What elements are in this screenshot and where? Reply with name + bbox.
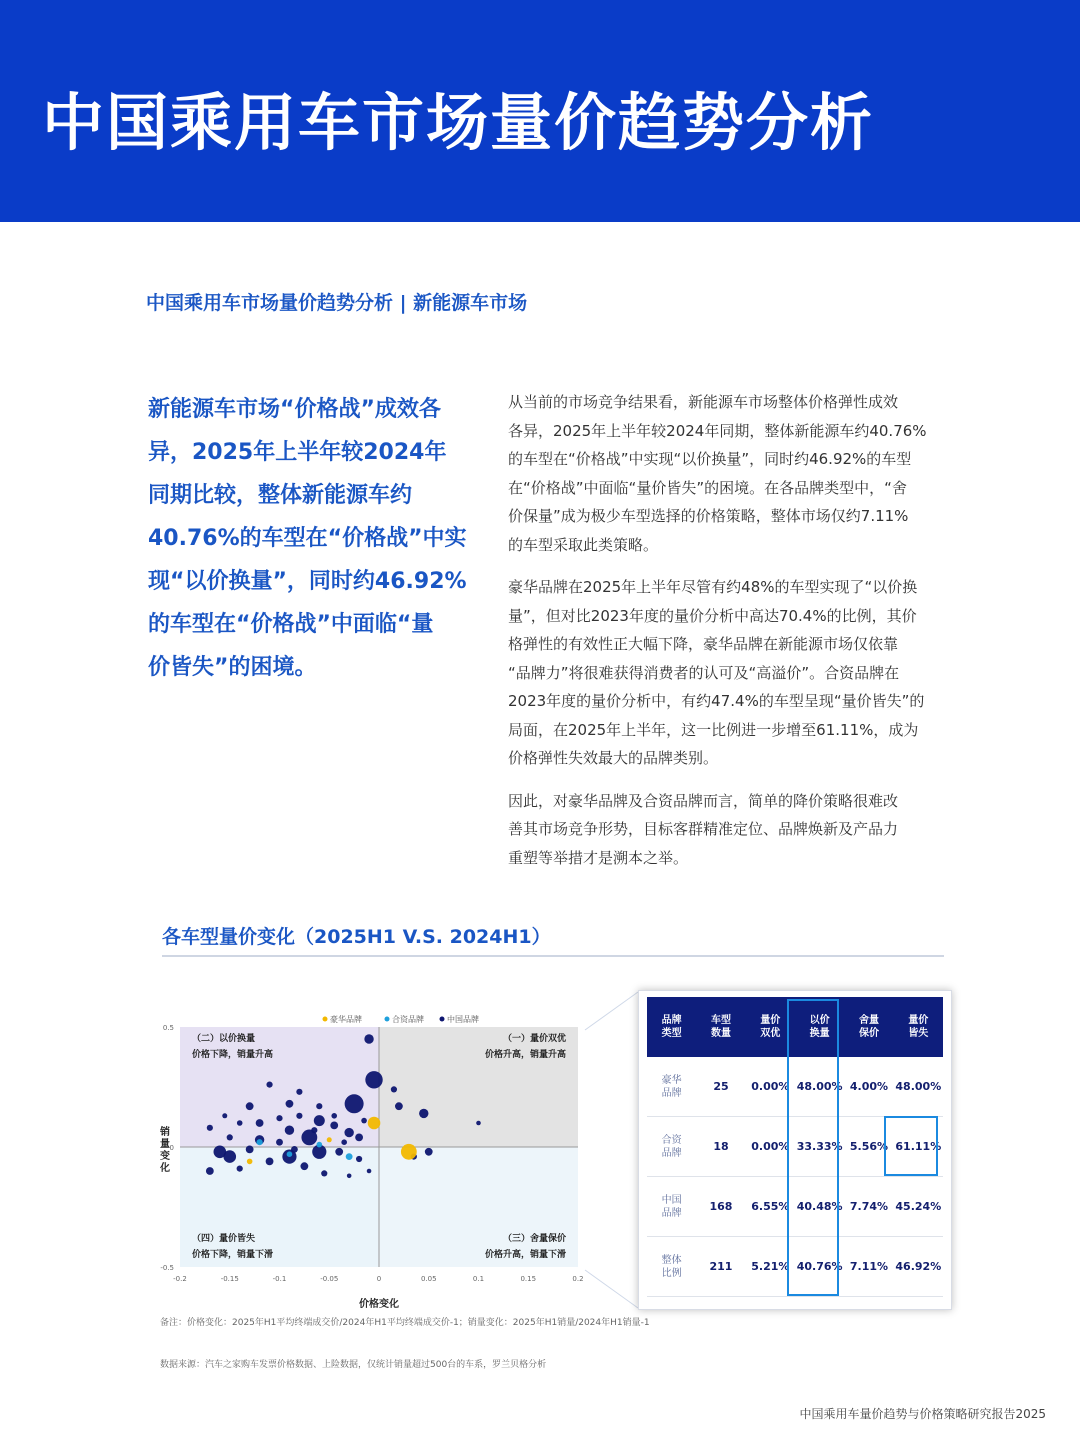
data-point <box>285 1126 294 1135</box>
quadrant-desc: 价格下降，销量下滑 <box>192 1250 274 1260</box>
data-point <box>368 1117 381 1130</box>
data-point <box>330 1122 338 1130</box>
table-cell: 48.00% <box>894 1057 943 1117</box>
table-header-row <box>647 997 943 1057</box>
data-point <box>345 1094 364 1113</box>
data-point <box>296 1113 302 1119</box>
x-tick-label: -0.15 <box>220 1275 239 1283</box>
divider <box>162 955 944 957</box>
quadrant-4-bg <box>180 1147 379 1267</box>
body-line: 2023年度的量价分析中，有约47.4%的车型呈现“量价皆失”的 <box>508 692 925 710</box>
body-paragraph <box>508 388 928 559</box>
data-point <box>311 1127 317 1133</box>
legend-label: 豪华品牌 <box>330 1015 362 1024</box>
table-cell: 40.48% <box>795 1177 844 1237</box>
table-cell: 25 <box>696 1057 745 1117</box>
data-point <box>246 1102 254 1110</box>
data-point <box>237 1166 243 1172</box>
data-point <box>355 1134 363 1142</box>
data-point <box>335 1148 343 1156</box>
quadrant-title: （一）量价双优 <box>502 1034 566 1044</box>
legend-marker <box>440 1017 445 1022</box>
quadrant-desc: 价格升高，销量升高 <box>484 1050 566 1060</box>
table-cell: 61.11% <box>894 1117 943 1177</box>
data-point <box>365 1071 382 1088</box>
quadrant-desc: 价格下降，销量升高 <box>192 1050 274 1060</box>
x-tick-label: -0.05 <box>320 1275 339 1283</box>
data-point <box>364 1034 373 1043</box>
table-cell: 48.00% <box>795 1057 844 1117</box>
body-line: 在“价格战”中面临“量价皆失”的困境。在各品牌类型中，“舍 <box>508 478 907 497</box>
data-point <box>214 1146 227 1159</box>
body-paragraph <box>508 573 928 773</box>
data-point <box>256 1119 264 1127</box>
quadrant-desc: 价格升高，销量下滑 <box>484 1250 566 1260</box>
highlight-line: 40.76%的车型在“价格战”中实 <box>148 526 467 551</box>
table-cell: 7.74% <box>844 1177 893 1237</box>
body-line: 价保量”成为极少车型选择的价格策略，整体市场仅约7.11% <box>508 507 909 525</box>
table-header-cell: 品牌 类型 <box>647 997 696 1057</box>
y-tick-label: 0.5 <box>162 1024 174 1032</box>
table-cell: 168 <box>696 1177 745 1237</box>
scatter-chart <box>150 1005 600 1310</box>
data-point <box>237 1120 243 1126</box>
x-tick-label: 0.1 <box>472 1275 485 1283</box>
data-point <box>207 1125 213 1131</box>
body-paragraph <box>508 787 928 873</box>
y-tick-label: -0.5 <box>160 1264 174 1272</box>
summary-table-card <box>638 990 952 1310</box>
title-banner <box>0 0 1080 222</box>
y-axis-label-char: 化 <box>160 1163 170 1174</box>
data-point <box>296 1089 302 1095</box>
data-point <box>425 1148 433 1156</box>
table-cell: 211 <box>696 1237 745 1297</box>
data-point <box>476 1121 481 1126</box>
highlight-summary <box>148 388 468 689</box>
table-cell: 6.55% <box>746 1177 795 1237</box>
data-source: 数据来源：汽车之家购车发票价格数据、上险数据，仅统计销量超过500台的车系，罗兰贝格分析 <box>160 1360 547 1370</box>
data-point <box>257 1139 263 1145</box>
data-point <box>206 1167 214 1175</box>
body-line: “品牌力”将很难获得消费者的认可及“高溢价”。合资品牌在 <box>508 663 900 682</box>
data-point <box>344 1128 353 1137</box>
table-row <box>647 1117 943 1177</box>
data-point <box>300 1162 308 1170</box>
body-line: 从当前的市场竞争结果看，新能源车市场整体价格弹性成效 <box>508 393 899 411</box>
table-row <box>647 1057 943 1117</box>
data-point <box>391 1086 397 1092</box>
x-tick-label: 0.05 <box>420 1275 437 1283</box>
highlight-line: 价皆失”的困境。 <box>148 655 317 680</box>
data-point <box>356 1156 362 1162</box>
highlight-line: 的车型在“价格战”中面临“量 <box>148 612 434 637</box>
table-header-cell: 舍量 保价 <box>844 997 893 1057</box>
legend-label: 合资品牌 <box>392 1015 424 1024</box>
highlight-line: 同期比较，整体新能源车约 <box>148 483 413 508</box>
data-point <box>286 1100 294 1108</box>
data-point <box>361 1118 367 1124</box>
table-cell: 4.00% <box>844 1057 893 1117</box>
table-header-cell: 以价 换量 <box>795 997 844 1057</box>
y-axis-label-char: 量 <box>160 1139 170 1150</box>
data-point <box>317 1142 323 1148</box>
summary-table <box>647 997 943 1297</box>
y-axis-label-char: 销 <box>160 1127 170 1138</box>
legend-marker <box>385 1017 390 1022</box>
body-line: 各异，2025年上半年较2024年同期，整体新能源车约40.76% <box>508 421 927 440</box>
data-point <box>395 1102 403 1110</box>
body-line: 的车型在“价格战”中实现“以价换量”，同时约46.92%的车型 <box>508 450 912 468</box>
table-cell: 5.56% <box>844 1117 893 1177</box>
row-header-cell: 中国 品牌 <box>647 1177 696 1237</box>
table-cell: 40.76% <box>795 1237 844 1297</box>
body-line: 量”，但对比2023年度的量价分析中高达70.4%的比例，其价 <box>508 606 917 625</box>
data-point <box>401 1144 417 1160</box>
table-cell: 5.21% <box>746 1237 795 1297</box>
table-cell: 33.33% <box>795 1117 844 1177</box>
chart-note: 备注：价格变化：2025年H1平均终端成交价/2024年H1平均终端成交价-1；销量变化：2025年H1销量/2024年H1销量-1 <box>160 1318 650 1328</box>
y-axis-label-char: 变 <box>160 1151 170 1162</box>
table-header-cell: 量价 皆失 <box>894 997 943 1057</box>
table-row <box>647 1237 943 1297</box>
data-point <box>321 1170 327 1176</box>
table-cell: 0.00% <box>746 1057 795 1117</box>
table-cell: 45.24% <box>894 1177 943 1237</box>
table-cell: 0.00% <box>746 1117 795 1177</box>
table-cell: 18 <box>696 1117 745 1177</box>
data-point <box>314 1115 325 1126</box>
body-line: 格弹性的有效性正大幅下降，豪华品牌在新能源市场仅依靠 <box>508 635 899 653</box>
body-line: 豪华品牌在2025年上半年尽管有约48%的车型实现了“以价换 <box>508 578 918 596</box>
quadrant-title: （二）以价换量 <box>192 1034 256 1044</box>
table-header-cell: 车型 数量 <box>696 997 745 1057</box>
body-line: 局面，在2025年上半年，这一比例进一步增至61.11%，成为 <box>508 720 919 739</box>
highlight-line: 新能源车市场“价格战”成效各 <box>148 397 441 422</box>
data-point <box>341 1139 347 1145</box>
y-axis-label <box>159 1125 170 1174</box>
body-line: 的车型采取此类策略。 <box>508 535 659 554</box>
table-header-cell: 量价 双优 <box>746 997 795 1057</box>
quadrant-title: （三）舍量保价 <box>502 1234 566 1244</box>
highlight-line: 异，2025年上半年较2024年 <box>148 440 447 465</box>
table-row <box>647 1177 943 1237</box>
chart-title: 各车型量价变化（2025H1 V.S. 2024H1） <box>162 926 551 948</box>
data-point <box>247 1159 253 1165</box>
data-point <box>276 1139 283 1146</box>
data-point <box>346 1153 353 1160</box>
data-point <box>331 1113 337 1119</box>
page-title: 中国乘用车市场量价趋势分析 <box>42 86 875 159</box>
quadrant-1-bg <box>379 1027 578 1147</box>
x-tick-label: 0.2 <box>572 1275 584 1283</box>
legend-label: 中国品牌 <box>447 1015 479 1024</box>
data-point <box>327 1137 332 1142</box>
highlight-line: 现“以价换量”，同时约46.92% <box>148 569 467 594</box>
quadrant-title: （四）量价皆失 <box>192 1234 256 1244</box>
data-point <box>276 1115 282 1121</box>
data-point <box>222 1113 227 1118</box>
body-line: 重塑等举措才是溯本之举。 <box>508 848 689 867</box>
body-line: 善其市场竞争形势，目标客群精准定位、品牌焕新及产品力 <box>508 820 899 838</box>
body-text <box>508 388 928 886</box>
body-line: 价格弹性失效最大的品牌类别。 <box>508 749 719 767</box>
body-line: 因此，对豪华品牌及合资品牌而言，简单的降价策略很难改 <box>508 791 899 810</box>
data-point <box>246 1146 254 1154</box>
legend-marker <box>323 1017 328 1022</box>
data-point <box>291 1146 298 1153</box>
row-header-cell: 合资 品牌 <box>647 1117 696 1177</box>
row-header-cell: 整体 比例 <box>647 1237 696 1297</box>
x-tick-label: 0.15 <box>520 1275 537 1283</box>
section-breadcrumb: 中国乘用车市场量价趋势分析 | 新能源车市场 <box>146 292 528 314</box>
x-tick-label: -0.2 <box>173 1275 187 1283</box>
data-point <box>419 1109 428 1118</box>
x-tick-label: -0.1 <box>272 1275 287 1283</box>
table-cell: 46.92% <box>894 1237 943 1297</box>
x-tick-label: 0 <box>376 1275 382 1283</box>
data-point <box>347 1174 352 1179</box>
x-axis-label: 价格变化 <box>359 1299 399 1310</box>
data-point <box>316 1103 322 1109</box>
quadrant-3-bg <box>379 1147 578 1267</box>
data-point <box>367 1169 372 1174</box>
data-point <box>266 1082 272 1088</box>
y-tick-label: 0 <box>169 1144 174 1152</box>
table-cell: 7.11% <box>844 1237 893 1297</box>
footer-report-title: 中国乘用车量价趋势与价格策略研究报告2025 <box>799 1407 1046 1421</box>
data-point <box>266 1158 274 1166</box>
data-point <box>227 1134 233 1140</box>
data-point <box>287 1151 293 1157</box>
row-header-cell: 豪华 品牌 <box>647 1057 696 1117</box>
